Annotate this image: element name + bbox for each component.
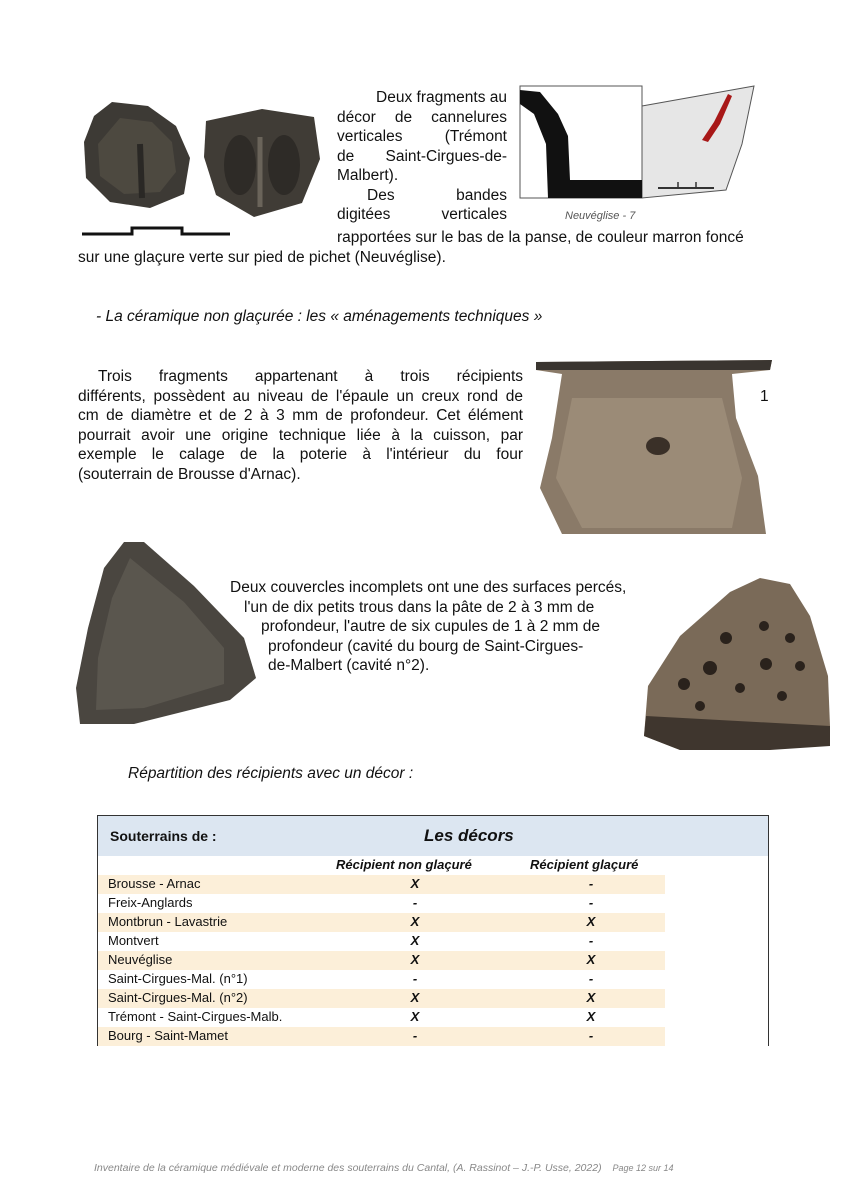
row-empty-cell xyxy=(665,1008,768,1027)
text-line: Deux fragments au xyxy=(376,89,507,106)
text-line: rapportées sur le bas de la panse, de couleur marron foncé xyxy=(337,229,744,246)
row-unglazed-value: X xyxy=(410,990,420,1005)
text-line: exemple le calage de la poterie à l'intérieur du four xyxy=(78,446,523,463)
text-line: profondeur (cavité du bourg de Saint-Cirgues- xyxy=(268,637,584,655)
text-line: décor de cannelures xyxy=(337,108,507,126)
table-row xyxy=(98,951,768,970)
row-unglazed-value: X xyxy=(410,1009,420,1024)
text-line: Des bandes xyxy=(367,186,507,204)
header-left: Souterrains de : xyxy=(110,828,217,844)
row-empty-cell xyxy=(665,913,768,932)
table-caption: Répartition des récipients avec un décor : xyxy=(128,765,414,782)
column-header-row xyxy=(98,856,768,875)
table-row xyxy=(98,894,768,913)
row-unglazed-value: X xyxy=(410,914,420,929)
text-line: différents, possèdent au niveau de l'épaule un creux rond de xyxy=(78,387,523,405)
row-glazed-value: X xyxy=(586,990,596,1005)
row-empty-cell xyxy=(665,1027,768,1046)
row-glazed-value: X xyxy=(586,1009,596,1024)
row-glazed-value: - xyxy=(588,895,594,910)
row-unglazed-value: - xyxy=(412,1028,418,1043)
table-row xyxy=(98,875,768,894)
row-glazed-value: X xyxy=(586,914,596,929)
row-name: Montvert xyxy=(108,933,159,948)
pitcher-base-drawing xyxy=(518,84,762,206)
footer-text: Inventaire de la céramique médiévale et moderne des souterrains du Cantal, (A. Rassinot – J.-P. Usse, 2022) xyxy=(94,1162,602,1174)
table-row xyxy=(98,989,768,1008)
row-unglazed-value: - xyxy=(412,895,418,910)
row-name: Bourg - Saint-Mamet xyxy=(108,1028,228,1043)
sherd-photo-fluted-1 xyxy=(80,98,195,213)
row-name: Saint-Cirgues-Mal. (n°2) xyxy=(108,990,248,1005)
fluted-description xyxy=(337,88,507,225)
text-line: de Saint-Cirgues-de- xyxy=(337,147,507,165)
drawing-caption: Neuvéglise - 7 xyxy=(565,210,636,222)
row-unglazed-value: - xyxy=(412,971,418,986)
text-line: l'un de dix petits trous dans la pâte de 2 à 3 mm de xyxy=(244,598,595,616)
row-empty-cell xyxy=(665,951,768,970)
sherd-photo-fluted-2 xyxy=(202,107,322,219)
text-line: digitées verticales xyxy=(337,206,507,223)
text-line: Deux couvercles incomplets ont une des surfaces percés, xyxy=(230,579,627,596)
row-empty-cell xyxy=(665,894,768,913)
row-glazed-value: X xyxy=(586,952,596,967)
lid-description xyxy=(230,578,670,676)
page-footer xyxy=(94,1162,674,1174)
text-line: (souterrain de Brousse d'Arnac). xyxy=(78,465,301,483)
row-empty-cell xyxy=(665,875,768,894)
sherd-photo-shoulder-hollow xyxy=(532,358,778,538)
row-unglazed-value: X xyxy=(410,933,420,948)
row-unglazed-value: X xyxy=(410,952,420,967)
text-line: Malbert). xyxy=(337,167,399,184)
decor-table xyxy=(97,815,769,1046)
table-row xyxy=(98,932,768,951)
row-empty-cell xyxy=(665,970,768,989)
row-unglazed-value: X xyxy=(410,876,420,891)
header-main: Les décors xyxy=(424,826,514,845)
page-number: Page 12 sur 14 xyxy=(612,1163,674,1173)
row-glazed-value: - xyxy=(588,971,594,986)
col-header-glazed: Récipient glaçuré xyxy=(530,857,639,872)
table-row xyxy=(98,1008,768,1027)
text-line: verticales (Trémont xyxy=(337,128,507,145)
col-header-unglazed: Récipient non glaçuré xyxy=(336,857,472,872)
row-name: Saint-Cirgues-Mal. (n°1) xyxy=(108,971,248,986)
row-empty-cell xyxy=(665,989,768,1008)
text-line: pourrait avoir une origine technique liée à la cuisson, par xyxy=(78,426,523,444)
row-glazed-value: - xyxy=(588,1028,594,1043)
row-name: Brousse - Arnac xyxy=(108,876,201,891)
table-row xyxy=(98,970,768,989)
row-name: Freix-Anglards xyxy=(108,895,193,910)
table-row xyxy=(98,913,768,932)
table-row xyxy=(98,1027,768,1046)
technical-description xyxy=(78,367,523,484)
lid-photo-cupules xyxy=(640,576,834,752)
row-glazed-value: - xyxy=(588,933,594,948)
row-name: Neuvéglise xyxy=(108,952,173,967)
table-header xyxy=(98,816,768,856)
text-line: profondeur, l'autre de six cupules de 1 à 2 mm de xyxy=(261,618,600,635)
text-line: cm de diamètre et de 2 à 3 mm de profondeur. Cet élément xyxy=(78,407,523,424)
row-empty-cell xyxy=(665,932,768,951)
row-name: Trémont - Saint-Cirgues-Malb. xyxy=(108,1009,283,1024)
text-line: sur une glaçure verte sur pied de pichet (Neuvéglise). xyxy=(78,249,446,266)
side-number: 1 xyxy=(760,388,769,405)
section-heading: - La céramique non glaçurée : les « aménagements techniques » xyxy=(96,308,543,325)
text-line: de-Malbert (cavité n°2). xyxy=(268,657,430,674)
row-name: Montbrun - Lavastrie xyxy=(108,914,228,929)
scale-bar xyxy=(82,224,230,238)
text-line: Trois fragments appartenant à trois récipients xyxy=(98,368,523,385)
row-glazed-value: - xyxy=(588,876,594,891)
